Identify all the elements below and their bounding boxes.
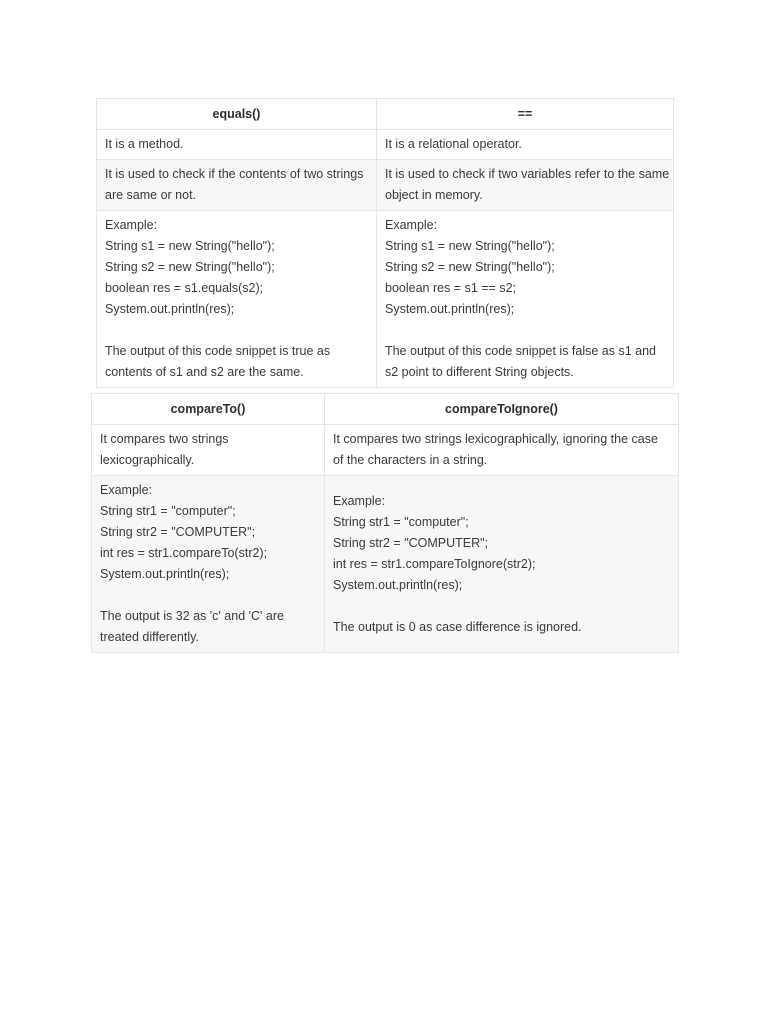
cell-equals-purpose	[97, 160, 377, 211]
code-line: String str1 = "computer";	[100, 504, 236, 518]
cell-operator-example	[377, 211, 674, 388]
header-comparetoignore: compareToIgnore()	[325, 394, 679, 425]
code-line: int res = str1.compareToIgnore(str2);	[333, 557, 536, 571]
note-line: s2 point to different String objects.	[385, 365, 574, 379]
text-line: object in memory.	[385, 188, 483, 202]
note-line: The output is 32 as 'c' and 'C' are	[100, 609, 284, 623]
note-line: contents of s1 and s2 are the same.	[105, 365, 304, 379]
code-line: Example:	[385, 218, 438, 232]
code-line: String str2 = "COMPUTER";	[100, 525, 256, 539]
code-line: Example:	[105, 218, 158, 232]
code-line: String str2 = "COMPUTER";	[333, 536, 489, 550]
cell-compareto-purpose	[92, 425, 325, 476]
code-line: String str1 = "computer";	[333, 515, 469, 529]
text-line: It compares two strings	[100, 432, 229, 446]
text-line: It is used to check if two variables refer to the same	[385, 167, 670, 181]
text-line: lexicographically.	[100, 453, 195, 467]
table-row	[97, 160, 674, 211]
code-line: System.out.println(res);	[385, 302, 515, 316]
text-line: It compares two strings lexicographically, ignoring the case	[333, 432, 658, 446]
cell-comparetoignore-example	[325, 476, 679, 653]
header-compareto: compareTo()	[92, 394, 325, 425]
compareto-vs-comparetoignore-table	[91, 393, 679, 653]
code-line: String s1 = new String("hello");	[105, 239, 275, 253]
table-row	[92, 476, 679, 653]
code-line: System.out.println(res);	[105, 302, 235, 316]
spacer	[333, 596, 670, 617]
note-line: The output of this code snippet is false as s1 and	[385, 344, 657, 358]
code-line: Example:	[100, 483, 153, 497]
spacer	[105, 320, 368, 341]
note-line: The output of this code snippet is true as	[105, 344, 331, 358]
equals-vs-operator-table	[96, 98, 674, 388]
table-row	[97, 130, 674, 160]
header-operator: ==	[377, 99, 674, 130]
code-line: boolean res = s1 == s2;	[385, 281, 516, 295]
cell-compareto-example	[92, 476, 325, 653]
table-row	[97, 211, 674, 388]
table-row	[92, 425, 679, 476]
cell-operator-purpose	[377, 160, 674, 211]
code-line: int res = str1.compareTo(str2);	[100, 546, 268, 560]
code-line: String s1 = new String("hello");	[385, 239, 555, 253]
note-line: treated differently.	[100, 630, 199, 644]
cell-comparetoignore-purpose	[325, 425, 679, 476]
code-line: System.out.println(res);	[100, 567, 230, 581]
table-header-row	[92, 394, 679, 425]
code-line: boolean res = s1.equals(s2);	[105, 281, 264, 295]
text-line: It is used to check if the contents of two strings	[105, 167, 364, 181]
header-equals: equals()	[97, 99, 377, 130]
spacer	[100, 585, 316, 606]
text-line: are same or not.	[105, 188, 197, 202]
code-line: String s2 = new String("hello");	[385, 260, 555, 274]
text-line: of the characters in a string.	[333, 453, 488, 467]
code-line: System.out.println(res);	[333, 578, 463, 592]
spacer	[385, 320, 665, 341]
code-line: String s2 = new String("hello");	[105, 260, 275, 274]
table-header-row	[97, 99, 674, 130]
cell-equals-type: It is a method.	[97, 130, 377, 160]
cell-equals-example	[97, 211, 377, 388]
code-line: Example:	[333, 494, 386, 508]
cell-operator-type: It is a relational operator.	[377, 130, 674, 160]
note-line: The output is 0 as case difference is ignored.	[333, 620, 582, 634]
